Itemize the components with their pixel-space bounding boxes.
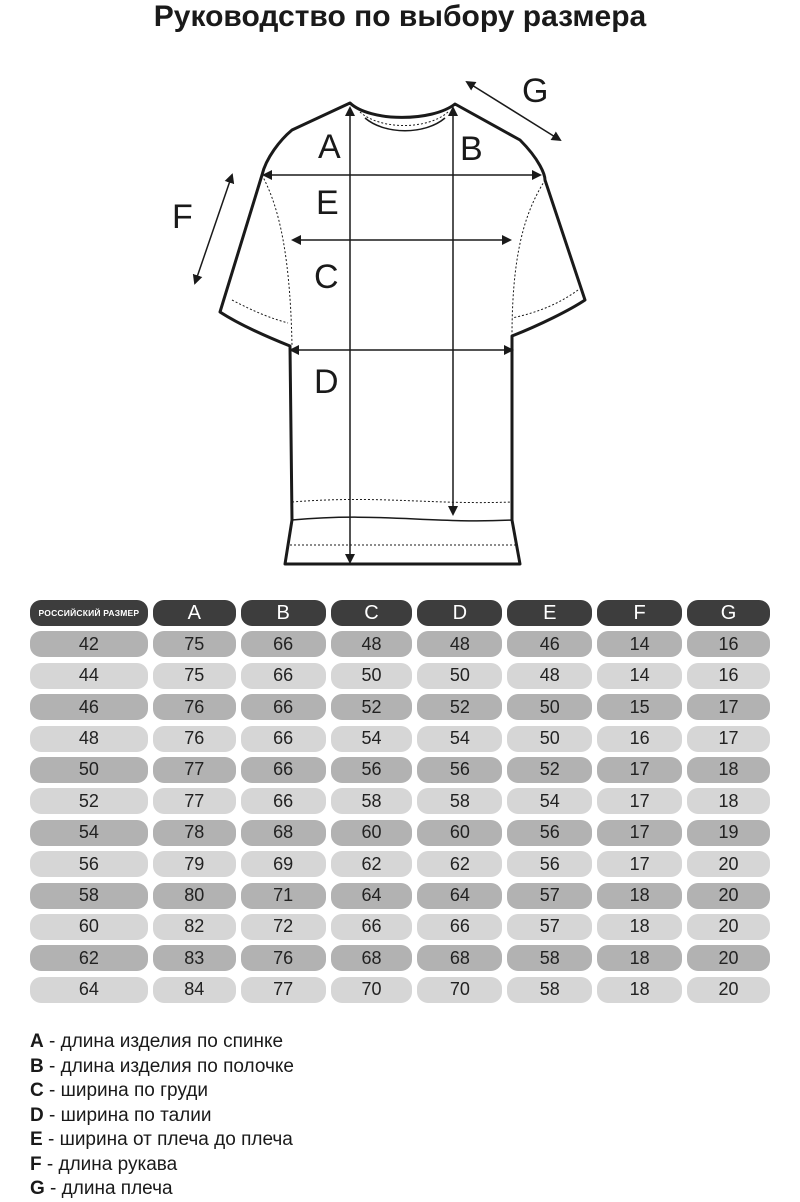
measure-cell: 20 <box>687 914 770 940</box>
legend-key: F <box>30 1153 42 1175</box>
measure-cell: 18 <box>597 914 682 940</box>
measure-cell: 72 <box>241 914 326 940</box>
measure-cell: 69 <box>241 851 326 877</box>
measure-cell: 16 <box>687 631 770 657</box>
measure-cell: 77 <box>241 977 326 1003</box>
label-f: F <box>172 198 193 236</box>
table-row <box>30 820 770 846</box>
page-title: Руководство по выбору размера <box>153 0 647 33</box>
measure-cell: 60 <box>417 820 502 846</box>
measure-cell: 58 <box>507 945 592 971</box>
measure-cell: 52 <box>331 694 413 720</box>
measure-cell: 58 <box>417 788 502 814</box>
size-table <box>30 600 770 1008</box>
measure-cell: 56 <box>507 851 592 877</box>
measure-cell: 17 <box>597 757 682 783</box>
measure-cell: 64 <box>331 883 413 909</box>
header-cell: B <box>241 600 326 626</box>
size-cell: 50 <box>30 757 148 783</box>
measure-cell: 68 <box>417 945 502 971</box>
measure-cell: 70 <box>417 977 502 1003</box>
measure-cell: 50 <box>417 663 502 689</box>
header-cell: D <box>417 600 502 626</box>
legend-item <box>30 1177 770 1202</box>
legend-key: A <box>30 1031 44 1052</box>
measure-cell: 18 <box>687 757 770 783</box>
measure-cell: 17 <box>597 820 682 846</box>
measure-cell: 18 <box>597 977 682 1003</box>
table-row <box>30 757 770 783</box>
measure-cell: 76 <box>153 726 236 752</box>
legend-item <box>30 1153 770 1178</box>
table-row <box>30 631 770 657</box>
measure-cell: 66 <box>241 631 326 657</box>
measure-cell: 14 <box>597 631 682 657</box>
legend-text: - ширина по груди <box>43 1080 208 1101</box>
label-b: B <box>460 130 483 168</box>
measure-cell: 66 <box>331 914 413 940</box>
measure-cell: 14 <box>597 663 682 689</box>
measure-cell: 46 <box>507 631 592 657</box>
header-cell: A <box>153 600 236 626</box>
measure-cell: 68 <box>331 945 413 971</box>
size-cell: 52 <box>30 788 148 814</box>
measure-cell: 66 <box>241 694 326 720</box>
label-e: E <box>316 184 339 222</box>
measure-cell: 18 <box>597 945 682 971</box>
measure-cell: 19 <box>687 820 770 846</box>
measure-cell: 83 <box>153 945 236 971</box>
measure-cell: 77 <box>153 788 236 814</box>
legend-text: - длина изделия по спинке <box>43 1031 284 1052</box>
measure-cell: 57 <box>507 914 592 940</box>
measure-cell: 20 <box>687 945 770 971</box>
size-cell: 56 <box>30 851 148 877</box>
measure-cell: 17 <box>687 694 770 720</box>
table-row <box>30 914 770 940</box>
measure-cell: 76 <box>153 694 236 720</box>
tshirt-outline <box>220 103 585 564</box>
measure-cell: 58 <box>331 788 413 814</box>
measure-cell: 66 <box>241 757 326 783</box>
measure-cell: 20 <box>687 851 770 877</box>
measure-cell: 70 <box>331 977 413 1003</box>
legend-key: D <box>30 1104 44 1126</box>
legend-key: G <box>30 1178 45 1199</box>
measure-cell: 64 <box>417 883 502 909</box>
measure-cell: 50 <box>507 694 592 720</box>
measure-cell: 78 <box>153 820 236 846</box>
measure-cell: 66 <box>241 726 326 752</box>
measure-cell: 52 <box>417 694 502 720</box>
legend-text: - длина плеча <box>44 1178 173 1199</box>
measure-cell: 56 <box>417 757 502 783</box>
measure-cell: 66 <box>417 914 502 940</box>
measure-cell: 80 <box>153 883 236 909</box>
size-cell: 64 <box>30 977 148 1003</box>
measure-cell: 48 <box>417 631 502 657</box>
measure-cell: 16 <box>597 726 682 752</box>
legend-item <box>30 1104 770 1129</box>
arrow-f <box>195 175 232 283</box>
legend-text: - ширина по талии <box>43 1104 212 1126</box>
measure-cell: 20 <box>687 883 770 909</box>
table-row <box>30 663 770 689</box>
size-cell: 44 <box>30 663 148 689</box>
legend-item <box>30 1079 770 1104</box>
size-cell: 46 <box>30 694 148 720</box>
measure-cell: 48 <box>331 631 413 657</box>
measure-cell: 75 <box>153 631 236 657</box>
table-header <box>30 600 770 626</box>
size-cell: 62 <box>30 945 148 971</box>
measure-cell: 54 <box>331 726 413 752</box>
size-cell: 42 <box>30 631 148 657</box>
table-row <box>30 977 770 1003</box>
measure-cell: 57 <box>507 883 592 909</box>
table-row <box>30 694 770 720</box>
label-g: G <box>522 72 549 110</box>
table-row <box>30 726 770 752</box>
header-cell: C <box>331 600 413 626</box>
measure-cell: 50 <box>331 663 413 689</box>
measure-cell: 62 <box>331 851 413 877</box>
table-row <box>30 788 770 814</box>
tshirt-diagram <box>0 40 800 580</box>
measure-cell: 71 <box>241 883 326 909</box>
measure-cell: 66 <box>241 663 326 689</box>
legend-item <box>30 1128 770 1153</box>
legend-text: - длина изделия по полочке <box>43 1055 294 1077</box>
measure-cell: 50 <box>507 726 592 752</box>
measure-cell: 82 <box>153 914 236 940</box>
table-row <box>30 851 770 877</box>
measure-cell: 15 <box>597 694 682 720</box>
measure-cell: 66 <box>241 788 326 814</box>
legend-item <box>30 1030 770 1055</box>
measure-cell: 54 <box>417 726 502 752</box>
legend-item <box>30 1055 770 1080</box>
measure-cell: 62 <box>417 851 502 877</box>
table-row <box>30 945 770 971</box>
legend-key: E <box>30 1129 43 1150</box>
measure-cell: 84 <box>153 977 236 1003</box>
size-cell: 60 <box>30 914 148 940</box>
measure-cell: 17 <box>687 726 770 752</box>
header-cell: G <box>687 600 770 626</box>
measure-cell: 58 <box>507 977 592 1003</box>
size-cell: 54 <box>30 820 148 846</box>
legend-text: - ширина от плеча до плеча <box>42 1129 293 1150</box>
label-a: A <box>318 128 341 166</box>
measure-cell: 54 <box>507 788 592 814</box>
legend-key: B <box>30 1055 44 1077</box>
header-cell: РОССИЙСКИЙ РАЗМЕР <box>30 600 148 626</box>
measure-cell: 17 <box>597 788 682 814</box>
measure-cell: 18 <box>687 788 770 814</box>
measure-cell: 52 <box>507 757 592 783</box>
measure-cell: 18 <box>597 883 682 909</box>
measure-cell: 68 <box>241 820 326 846</box>
measure-cell: 48 <box>507 663 592 689</box>
header-cell: E <box>507 600 592 626</box>
table-row <box>30 883 770 909</box>
measure-cell: 75 <box>153 663 236 689</box>
size-cell: 48 <box>30 726 148 752</box>
measure-cell: 20 <box>687 977 770 1003</box>
header-cell: F <box>597 600 682 626</box>
legend-key: C <box>30 1080 44 1101</box>
measure-cell: 56 <box>507 820 592 846</box>
label-c: C <box>314 258 339 296</box>
measure-cell: 76 <box>241 945 326 971</box>
legend <box>30 1030 770 1202</box>
legend-text: - длина рукава <box>41 1153 178 1175</box>
label-d: D <box>314 363 339 401</box>
measure-cell: 56 <box>331 757 413 783</box>
size-cell: 58 <box>30 883 148 909</box>
measure-cell: 16 <box>687 663 770 689</box>
measure-cell: 77 <box>153 757 236 783</box>
measure-cell: 79 <box>153 851 236 877</box>
measure-cell: 60 <box>331 820 413 846</box>
measure-cell: 17 <box>597 851 682 877</box>
